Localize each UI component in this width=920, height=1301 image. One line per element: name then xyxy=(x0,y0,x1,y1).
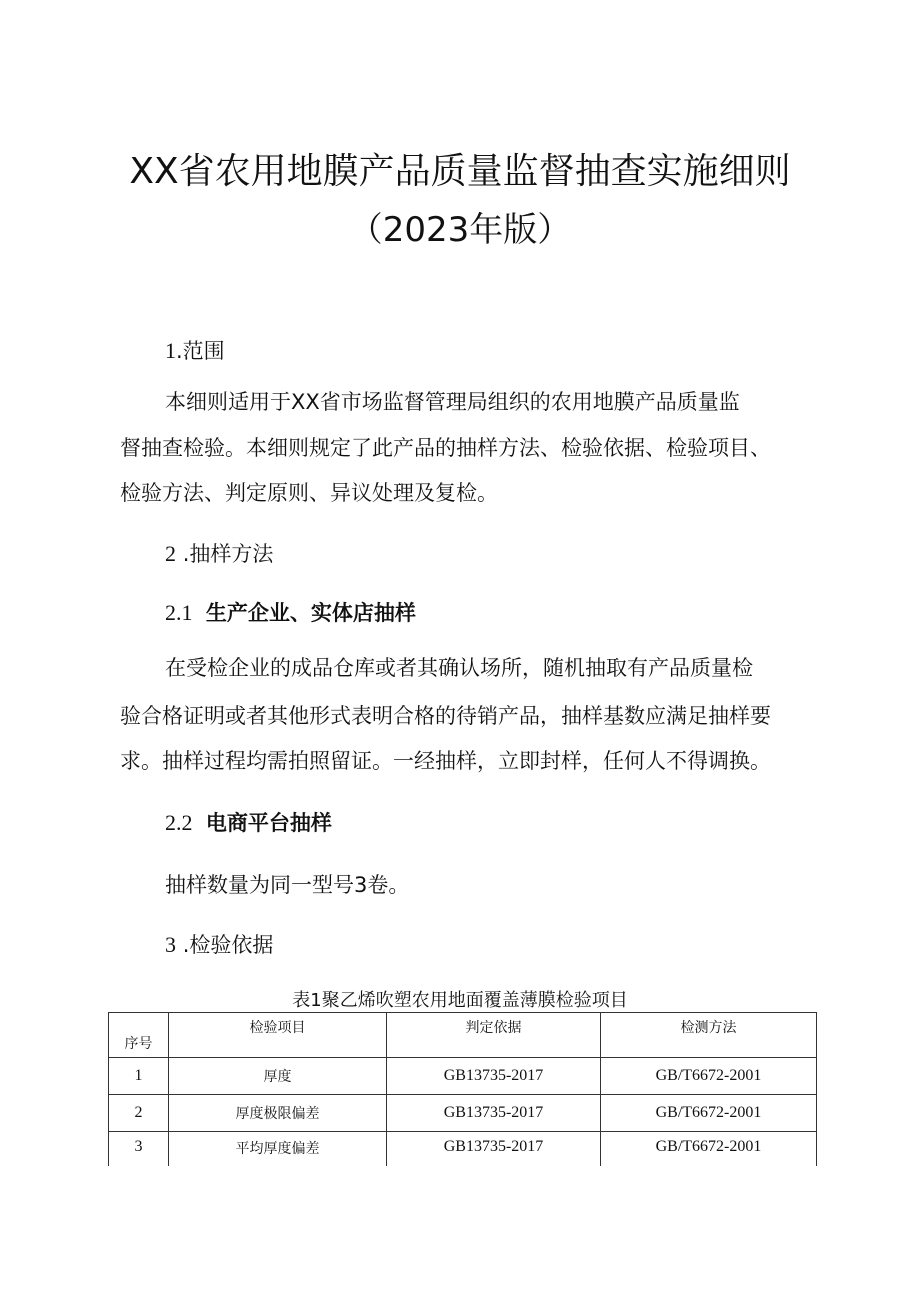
row-inspection-item: 厚度 xyxy=(169,1058,387,1095)
section-1-paragraph-line-3: 检验方法、判定原则、异议处理及复检。 xyxy=(120,481,498,505)
document-edition: （2023年版） xyxy=(348,210,572,250)
section-2-2-title: 电商平台抽样 xyxy=(205,811,332,835)
row-inspection-item: 平均厚度偏差 xyxy=(169,1132,387,1167)
section-2-2-heading xyxy=(165,809,332,837)
header-inspection-item: 检验项目 xyxy=(169,1013,387,1058)
row-judgment-basis: GB13735-2017 xyxy=(387,1058,601,1095)
section-2-number: 2 xyxy=(165,541,176,566)
row-inspection-item: 厚度极限偏差 xyxy=(169,1095,387,1132)
row-judgment-basis: GB13735-2017 xyxy=(387,1132,601,1167)
row-serial-number: 2 xyxy=(109,1095,169,1132)
section-2-title: .抽样方法 xyxy=(182,542,274,566)
section-2-1-paragraph-line-2: 验合格证明或者其他形式表明合格的待销产品，抽样基数应满足抽样要 xyxy=(120,704,771,728)
header-serial-number: 序号 xyxy=(109,1013,169,1058)
row-serial-number: 3 xyxy=(109,1132,169,1167)
row-test-method: GB/T6672-2001 xyxy=(601,1095,817,1132)
section-1-heading xyxy=(165,337,225,365)
table-row xyxy=(109,1095,817,1132)
table-caption: 表1聚乙烯吹塑农用地面覆盖薄膜检验项目 xyxy=(292,990,628,1011)
section-2-2-paragraph: 抽样数量为同一型号3卷。 xyxy=(165,873,410,897)
section-3-number: 3 xyxy=(165,932,176,957)
header-test-method: 检测方法 xyxy=(601,1013,817,1058)
section-2-heading xyxy=(165,540,273,568)
section-1-paragraph-line-2: 督抽查检验。本细则规定了此产品的抽样方法、检验依据、检验项目、 xyxy=(120,436,771,460)
table-row xyxy=(109,1132,817,1167)
row-serial-number: 1 xyxy=(109,1058,169,1095)
section-2-1-title: 生产企业、实体店抽样 xyxy=(205,601,416,625)
section-3-heading xyxy=(165,931,273,959)
row-test-method: GB/T6672-2001 xyxy=(601,1132,817,1167)
row-judgment-basis: GB13735-2017 xyxy=(387,1095,601,1132)
inspection-items-table xyxy=(108,1012,817,1166)
table-header-row xyxy=(109,1013,817,1058)
section-3-title: .检验依据 xyxy=(182,933,274,957)
section-2-1-heading xyxy=(165,599,416,627)
document-title: XX省农用地膜产品质量监督抽查实施细则 xyxy=(129,151,791,192)
section-2-1-number: 2.1 xyxy=(165,600,193,625)
section-2-1-paragraph-line-1: 在受检企业的成品仓库或者其确认场所，随机抽取有产品质量检 xyxy=(165,656,753,680)
section-1-title: .范围 xyxy=(176,339,225,363)
section-2-2-number: 2.2 xyxy=(165,810,193,835)
header-judgment-basis: 判定依据 xyxy=(387,1013,601,1058)
section-1-number: 1 xyxy=(165,338,176,363)
section-2-1-paragraph-line-3: 求。抽样过程均需拍照留证。一经抽样，立即封样，任何人不得调换。 xyxy=(120,749,771,773)
row-test-method: GB/T6672-2001 xyxy=(601,1058,817,1095)
section-1-paragraph-line-1: 本细则适用于XX省市场监督管理局组织的农用地膜产品质量监 xyxy=(165,390,740,414)
table-row xyxy=(109,1058,817,1095)
